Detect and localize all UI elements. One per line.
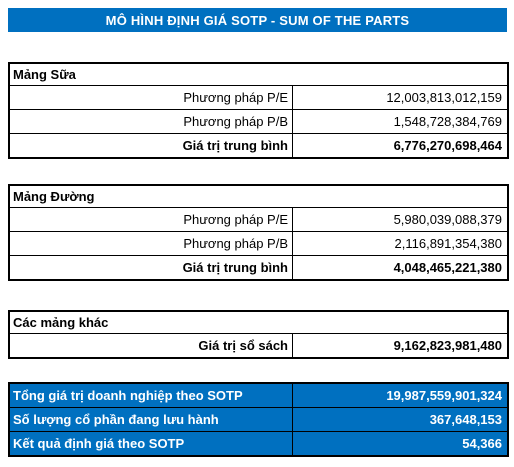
row-label: Giá trị trung bình: [10, 256, 293, 279]
section-header: Các mảng khác: [10, 312, 507, 334]
row-label: Giá trị sổ sách: [10, 334, 293, 357]
summary-block: [8, 382, 509, 457]
row-value: 2,116,891,354,380: [394, 236, 502, 251]
row-value: 4,048,465,221,380: [393, 260, 502, 275]
section-header: Mảng Sữa: [10, 64, 507, 86]
table-row: [10, 334, 507, 357]
summary-value: 19,987,559,901,324: [386, 388, 502, 403]
summary-label: Số lượng cổ phần đang lưu hành: [10, 408, 293, 431]
summary-row: [10, 408, 507, 432]
summary-label: Kết quả định giá theo SOTP: [10, 432, 293, 455]
section-sugar: [8, 184, 509, 281]
summary-value: 54,366: [462, 436, 502, 451]
row-value: 12,003,813,012,159: [386, 90, 502, 105]
row-value: 5,980,039,088,379: [393, 212, 502, 227]
section-header: Mảng Đường: [10, 186, 507, 208]
section-other: [8, 310, 509, 359]
section-dairy: [8, 62, 509, 159]
summary-value: 367,648,153: [429, 412, 502, 427]
table-row: [10, 256, 507, 279]
table-row: [10, 86, 507, 110]
table-row: [10, 134, 507, 157]
summary-row: [10, 384, 507, 408]
sheet-title: MÔ HÌNH ĐỊNH GIÁ SOTP - SUM OF THE PARTS: [8, 8, 507, 32]
row-value: 1,548,728,384,769: [393, 114, 502, 129]
row-label: Giá trị trung bình: [10, 134, 293, 157]
row-value: 6,776,270,698,464: [393, 138, 502, 153]
table-row: [10, 232, 507, 256]
row-label: Phương pháp P/B: [10, 232, 293, 255]
summary-row: [10, 432, 507, 455]
row-label: Phương pháp P/E: [10, 86, 293, 109]
table-row: [10, 208, 507, 232]
row-value: 9,162,823,981,480: [393, 338, 502, 353]
row-label: Phương pháp P/E: [10, 208, 293, 231]
row-label: Phương pháp P/B: [10, 110, 293, 133]
table-row: [10, 110, 507, 134]
summary-label: Tổng giá trị doanh nghiệp theo SOTP: [10, 384, 293, 407]
